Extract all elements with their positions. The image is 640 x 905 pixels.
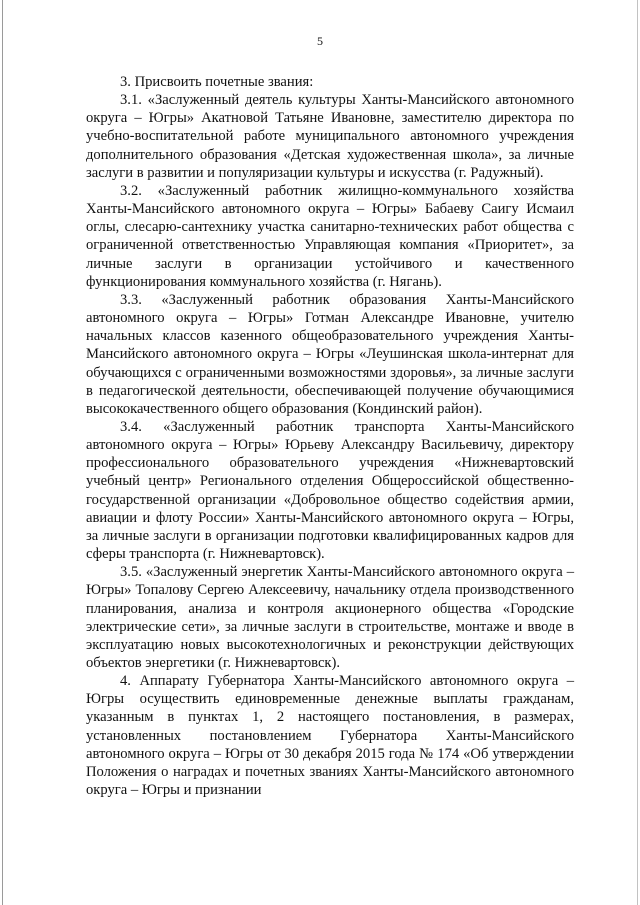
paragraph-3-2: 3.2. «Заслуженный работник жилищно-коммунального хозяйства Ханты-Мансийского автономного округа – Югры» Бабаеву Саигу Исмаил оглы, слесарю-сантехнику участка санитарно-технических работ общества с ограниченной ответственностью Управляющая компания «Приоритет», за личные заслуги в организации устойчивого и качественного функционирования коммунального хозяйства (г. Нягань). [86,182,574,290]
paragraph-3-1: 3.1. «Заслуженный деятель культуры Ханты-Мансийского автономного округа – Югры» Акатновой Татьяне Ивановне, заместителю директора по учебно-воспитательной работе муниципального автономного учреждения дополнительного образования «Детская художественная школа», за личные заслуги в развитии и популяризации культуры и искусства (г. Радужный). [86,92,574,181]
section-heading: 3. Присвоить почетные звания: [120,74,314,90]
paragraph-4: 4. Аппарату Губернатора Ханты-Мансийского автономного округа – Югры осуществить единовременные денежные выплаты гражданам, указанным в пунктах 1, 2 настоящего постановления, в размерах, установленных постановлением Губернатора Ханты-Мансийского автономного округа – Югры от 30 декабря 2015 года № 174 «Об утверждении Положения о наградах и почетных званиях Ханты-Мансийского автономного округа – Югры и признании [86,673,574,799]
paragraph-3-4: 3.4. «Заслуженный работник транспорта Ханты-Мансийского автономного округа – Югры» Юрьеву Александру Васильевичу, директору профессионального образовательного учреждения «Нижневартовский учебный центр» Регионального отделения Общероссийской общественно-государственной организации «Добровольное общество содействия армии, авиации и флоту России» Ханты-Мансийского автономного округа – Югры, за личные заслуги в организации подготовки квалифицированных кадров для сферы транспорта (г. Нижневартовск). [86,418,574,563]
scan-edge-right [637,0,638,905]
scan-edge-left [2,0,3,905]
document-body [86,73,574,799]
paragraph-3-5: 3.5. «Заслуженный энергетик Ханты-Мансийского автономного округа – Югры» Топалову Сергею Алексеевичу, начальнику отдела производственного планирования, анализа и контроля акционерного общества «Городские электрические сети», за личные заслуги в строительстве, монтаже и вводе в эксплуатацию новых высокотехнологичных и реконструкции действующих объектов энергетики (г. Нижневартовск). [86,564,574,671]
paragraph-3-3: 3.3. «Заслуженный работник образования Ханты-Мансийского автономного округа – Югры» Готман Александре Ивановне, учителю начальных классов казенного общеобразовательного учреждения Ханты-Мансийского автономного округа – Югры «Леушинская школа-интернат для обучающихся с ограниченными возможностями здоровья», за личные заслуги в педагогической деятельности, обеспечивающей получение обучающимися высококачественного общего образования (Кондинский район). [86,291,574,417]
page-number: 5 [317,34,323,48]
